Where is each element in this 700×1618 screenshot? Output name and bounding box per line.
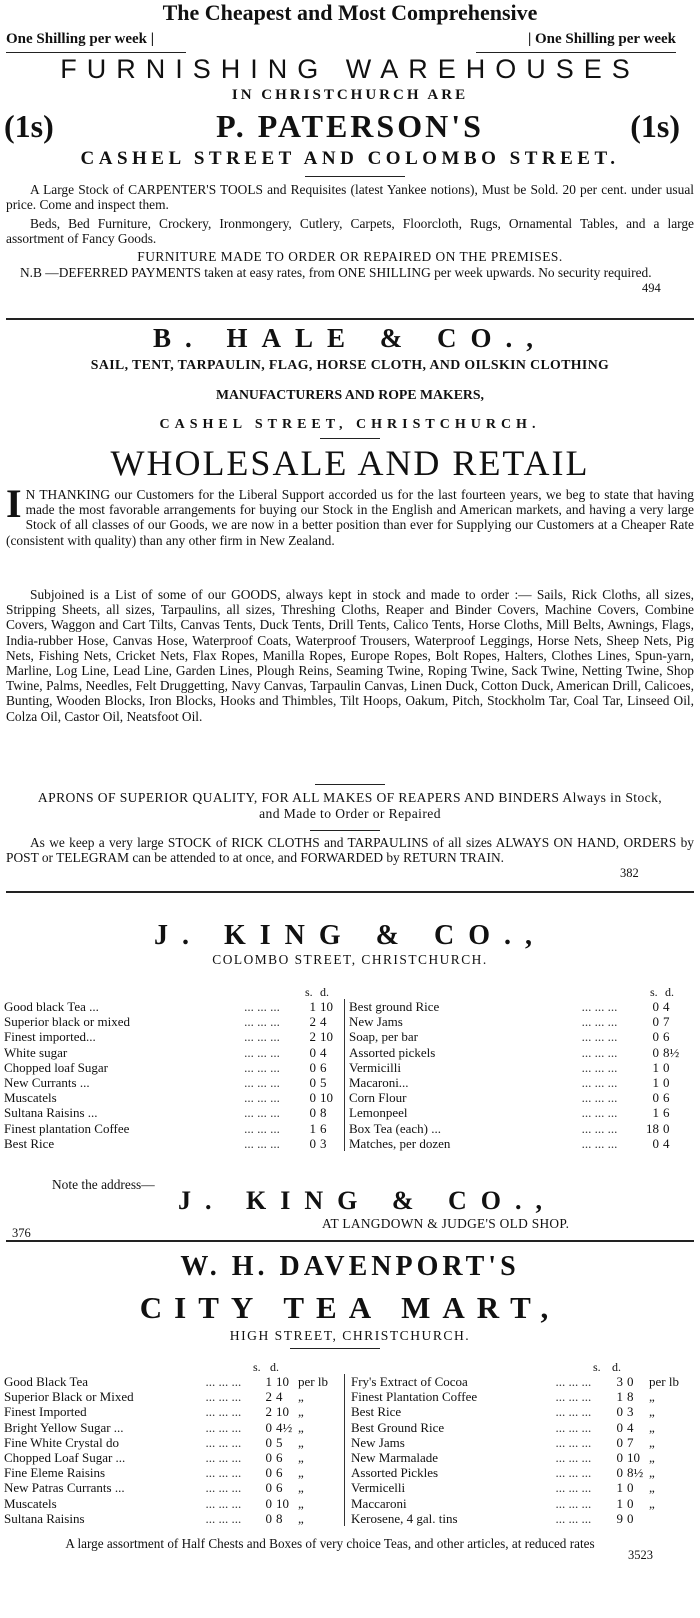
price-s: 0	[616, 1404, 623, 1420]
price-d: 6	[663, 1090, 670, 1106]
price-item: Good black Tea ...	[4, 999, 99, 1014]
price-row	[349, 1045, 685, 1060]
price-d: 6	[663, 1105, 670, 1121]
price-d: 8	[627, 1389, 634, 1405]
price-d: 7	[663, 1014, 670, 1030]
price-s: 0	[652, 1029, 659, 1045]
price-row	[4, 1435, 342, 1450]
leader-dots: ... ... ...	[581, 1090, 618, 1106]
paterson-headline: The Cheapest and Most Comprehensive	[162, 0, 538, 25]
price-row	[351, 1496, 693, 1511]
price-item: Assorted pickels	[349, 1044, 436, 1060]
price-d: 0	[627, 1495, 634, 1511]
leader-dots: ... ... ...	[555, 1434, 592, 1450]
price-s: 1	[309, 1120, 316, 1136]
price-item: White sugar	[4, 1044, 68, 1060]
price-item: Finest imported...	[4, 1029, 96, 1045]
price-s: 0	[265, 1450, 272, 1466]
king-hdr-d2: d.	[665, 985, 674, 999]
hale-para1-block	[0, 481, 700, 548]
leader-dots: ... ... ...	[244, 999, 280, 1014]
leader-dots: ... ... ...	[244, 1075, 280, 1091]
price-row	[351, 1435, 693, 1450]
price-row	[4, 1014, 342, 1029]
leader-dots: ... ... ...	[244, 1029, 280, 1045]
king-address: COLOMBO STREET, CHRISTCHURCH.	[212, 952, 488, 967]
price-d: 4	[663, 999, 670, 1014]
davenport-name: W. H. DAVENPORT'S	[180, 1251, 520, 1282]
price-d: 6	[276, 1450, 283, 1466]
leader-dots: ... ... ...	[555, 1404, 592, 1420]
paterson-deferred: N.B —DEFERRED PAYMENTS taken at easy rates, from ONE SHILLING per week upwards. No security required.	[20, 265, 652, 280]
price-s: 18	[646, 1120, 659, 1136]
price-d: 0	[663, 1075, 670, 1091]
hale-name: B. HALE & CO.,	[152, 323, 548, 353]
price-u: „	[649, 1465, 655, 1481]
price-s: 0	[652, 1090, 659, 1106]
price-row	[349, 1105, 685, 1120]
price-d: 6	[663, 1029, 670, 1045]
leader-dots: ... ... ...	[581, 1029, 618, 1045]
hale-line1: SAIL, TENT, TARPAULIN, FLAG, HORSE CLOTH, AND OILSKIN CLOTHING	[90, 357, 610, 372]
price-item: Superior Black or Mixed	[4, 1389, 134, 1405]
price-s: 2	[309, 1029, 316, 1045]
price-item: Sultana Raisins	[4, 1510, 85, 1526]
price-d: 0	[663, 1059, 670, 1075]
price-row	[349, 1075, 685, 1090]
price-u: „	[298, 1389, 304, 1405]
price-u: „	[298, 1510, 304, 1526]
leader-dots: ... ... ...	[205, 1465, 242, 1481]
price-d: 5	[320, 1075, 327, 1091]
leader-dots: ... ... ...	[581, 1075, 618, 1091]
price-row	[349, 1090, 685, 1105]
price-row	[349, 1029, 685, 1044]
price-u: „	[298, 1495, 304, 1511]
price-s: 0	[309, 1135, 316, 1151]
price-s: 0	[652, 1044, 659, 1060]
price-row	[349, 1014, 685, 1029]
price-row	[4, 1389, 342, 1404]
leader-dots: ... ... ...	[555, 1450, 592, 1466]
hale-address: CASHEL STREET, CHRISTCHURCH.	[159, 417, 541, 432]
price-s: 1	[616, 1495, 623, 1511]
price-s: 0	[652, 1014, 659, 1030]
price-item: Best Rice	[351, 1404, 402, 1420]
leader-dots: ... ... ...	[205, 1450, 242, 1466]
price-d: 10	[276, 1404, 289, 1420]
leader-dots: ... ... ...	[205, 1404, 242, 1420]
price-u: „	[298, 1465, 304, 1481]
price-item: Superior black or mixed	[4, 1014, 130, 1030]
price-u: „	[298, 1434, 304, 1450]
price-d: 8½	[627, 1465, 644, 1481]
price-item: Best Ground Rice	[351, 1419, 445, 1435]
price-u: „	[649, 1419, 655, 1435]
leader-dots: ... ... ...	[555, 1419, 592, 1435]
price-d: 3	[320, 1135, 327, 1151]
leader-dots: ... ... ...	[581, 1120, 618, 1136]
price-row	[4, 1511, 342, 1526]
king-shop: AT LANGDOWN & JUDGE'S OLD SHOP.	[322, 1216, 570, 1231]
king-name2: J. KING & CO.,	[178, 1186, 556, 1215]
leader-dots: ... ... ...	[244, 1044, 280, 1060]
davenport-title: CITY TEA MART,	[139, 1290, 561, 1325]
paterson-number: 494	[642, 281, 661, 295]
price-s: 2	[309, 1014, 316, 1030]
price-item: Corn Flour	[349, 1090, 407, 1106]
leader-dots: ... ... ...	[581, 999, 618, 1014]
davenport-address: HIGH STREET, CHRISTCHURCH.	[229, 1328, 471, 1343]
price-row	[351, 1389, 693, 1404]
price-row	[4, 1450, 342, 1465]
leader-dots: ... ... ...	[244, 1120, 280, 1136]
price-s: 1	[652, 1105, 659, 1121]
leader-dots: ... ... ...	[555, 1465, 592, 1481]
leader-dots: ... ... ...	[205, 1419, 242, 1435]
price-item: Good Black Tea	[4, 1374, 89, 1389]
king-number: 376	[12, 1226, 31, 1240]
leader-dots: ... ... ...	[581, 1059, 618, 1075]
price-item: Kerosene, 4 gal. tins	[351, 1510, 458, 1526]
price-s: 0	[616, 1419, 623, 1435]
price-u: per lb	[298, 1374, 328, 1389]
price-item: Muscatels	[4, 1090, 57, 1106]
leader-dots: ... ... ...	[555, 1510, 592, 1526]
dav-hdr-s: s.	[253, 1360, 261, 1374]
price-s: 0	[309, 1044, 316, 1060]
price-row	[349, 1060, 685, 1075]
price-item: Sultana Raisins ...	[4, 1105, 98, 1121]
price-row	[4, 1029, 342, 1044]
price-item: New Marmalade	[351, 1450, 438, 1466]
price-d: 3	[627, 1404, 634, 1420]
price-d: 0	[627, 1374, 634, 1389]
davenport-header	[0, 1360, 700, 1374]
price-u: per lb	[649, 1374, 679, 1389]
price-s: 0	[265, 1495, 272, 1511]
king-right-list	[344, 999, 686, 1151]
price-d: 4½	[276, 1419, 293, 1435]
leader-dots: ... ... ...	[205, 1389, 242, 1405]
price-item: Fry's Extract of Cocoa	[351, 1374, 468, 1389]
price-row	[351, 1511, 693, 1526]
price-s: 1	[309, 999, 316, 1014]
price-u: „	[649, 1389, 655, 1405]
king-hdr-s2: s.	[650, 985, 658, 999]
hale-aprons: APRONS OF SUPERIOR QUALITY, FOR ALL MAKES OF REAPERS AND BINDERS Always in Stock, and Made to Order or Repaired	[37, 790, 663, 821]
leader-dots: ... ... ...	[555, 1389, 592, 1405]
price-row	[349, 999, 685, 1014]
price-s: 1	[265, 1374, 272, 1389]
paterson-side-left: (1s)	[4, 108, 54, 144]
price-d: 4	[663, 1135, 670, 1151]
leader-dots: ... ... ...	[205, 1374, 242, 1389]
price-s: 0	[309, 1075, 316, 1091]
hale-dropcap: I	[6, 481, 22, 526]
leader-dots: ... ... ...	[205, 1480, 242, 1496]
hale-banner: WHOLESALE AND RETAIL	[110, 443, 590, 483]
paterson-side-right: (1s)	[630, 108, 680, 144]
price-d: 4	[276, 1389, 283, 1405]
paterson-made-to-order: FURNITURE MADE TO ORDER OR REPAIRED ON THE PREMISES.	[137, 249, 563, 264]
paterson-shilling-row	[0, 30, 700, 48]
price-s: 0	[309, 1105, 316, 1121]
leader-dots: ... ... ...	[244, 1014, 280, 1030]
price-row	[4, 1374, 342, 1389]
price-s: 0	[265, 1465, 272, 1481]
price-d: 6	[276, 1480, 283, 1496]
price-d: 0	[627, 1510, 634, 1526]
price-s: 0	[652, 999, 659, 1014]
price-row	[4, 1136, 342, 1151]
price-d: 4	[627, 1419, 634, 1435]
price-row	[351, 1420, 693, 1435]
price-item: Fine White Crystal do	[4, 1434, 119, 1450]
leader-dots: ... ... ...	[581, 1135, 618, 1151]
price-item: Lemonpeel	[349, 1105, 408, 1121]
price-u: „	[649, 1480, 655, 1496]
price-d: 4	[320, 1044, 327, 1060]
price-d: 10	[627, 1450, 640, 1466]
price-s: 9	[616, 1510, 623, 1526]
price-row	[4, 1121, 342, 1136]
price-item: Vermicilli	[349, 1059, 401, 1075]
price-row	[4, 1060, 342, 1075]
leader-dots: ... ... ...	[581, 1105, 618, 1121]
leader-dots: ... ... ...	[244, 1135, 280, 1151]
leader-dots: ... ... ...	[205, 1495, 242, 1511]
davenport-left-list	[4, 1374, 346, 1526]
king-name: J. KING & CO.,	[154, 920, 546, 951]
king-note: Note the address—	[52, 1177, 155, 1192]
price-item: Chopped loaf Sugar	[4, 1059, 108, 1075]
leader-dots: ... ... ...	[581, 1044, 618, 1060]
price-s: 0	[616, 1434, 623, 1450]
leader-dots: ... ... ...	[244, 1090, 280, 1106]
paterson-title: FURNISHING WAREHOUSES	[60, 54, 640, 84]
davenport-number: 3523	[628, 1548, 653, 1562]
hale-line2: MANUFACTURERS AND ROPE MAKERS,	[215, 387, 485, 402]
hale-para1: N THANKING our Customers for the Liberal Support accorded us for the last fourteen years, we beg to state that having made the most favorable arrangements for buying our Stock in the English and American markets, and having a very large Stock of all classes of our Goods, we are now in a better position than ever for Supplying our Customers at a Cheaper Rate (consistent with quality) than any other firm in New Zealand.	[6, 487, 694, 548]
king-hdr-d: d.	[320, 985, 329, 999]
paterson-para1: A Large Stock of CARPENTER'S TOOLS and Requisites (latest Yankee notions), Must be Sold. 20 per cent. under usual price. Come and inspect them.	[6, 182, 694, 213]
price-item: Soap, per bar	[349, 1029, 418, 1045]
price-item: Fine Eleme Raisins	[4, 1465, 106, 1481]
paterson-name-row	[0, 106, 700, 148]
dav-hdr-s2: s.	[593, 1360, 601, 1374]
price-item: Assorted Pickles	[351, 1465, 439, 1481]
price-row	[351, 1374, 693, 1389]
price-row	[351, 1450, 693, 1465]
price-item: Vermicelli	[351, 1480, 406, 1496]
paterson-address: CASHEL STREET AND COLOMBO STREET.	[80, 148, 620, 169]
hale-para2: Subjoined is a List of some of our GOODS, always kept in stock and made to order :— Sails, Rick Cloths, all sizes, Stripping Sheets, all sizes, Tarpaulins, all sizes, Threshing Cloths, Reaper and Binder Covers, Machine Covers, Combine Covers, Waggon and Cart Tilts, Canvas Tents, Duck Tents, Drill Tents, Calico Tents, Horse Cloths, Mill Belts, Awnings, Flags, India-rubber Hose, Canvas Hose, Waterproof Coats, Waterproof Trousers, Waterproof Leggings, Horse Nets, Sheep Nets, Pig Nets, Fishing Nets, Cricket Nets, Flax Ropes, Manilla Ropes, Europe Ropes, Bolt Ropes, Halters, Clothes Lines, Spun-yarn, Marline, Log Line, Lead Line, Garden Lines, Plough Reins, Seaming Twine, Roping Twine, Sack Twine, Netting Twine, Shop Twine, Palms, Needles, Felt Druggetting, Navy Canvas, Tarpaulin Canvas, Linen Duck, Cotton Duck, American Drill, Calicoes, Bunting, Wooden Blocks, Iron Blocks, Hooks and Thimbles, Tilt Hoops, Oakum, Pitch, Stockholm Tar, Coal Tar, Linseed Oil, Colza Oil, Castor Oil, Neatsfoot Oil.	[6, 587, 694, 724]
king-left-list	[4, 999, 346, 1151]
price-s: 0	[265, 1419, 272, 1435]
hale-number: 382	[620, 866, 639, 880]
price-d: 10	[276, 1374, 289, 1389]
price-s: 0	[309, 1090, 316, 1106]
leader-dots: ... ... ...	[205, 1510, 242, 1526]
price-d: 4	[320, 1014, 327, 1030]
price-row	[351, 1480, 693, 1495]
price-item: New Jams	[349, 1014, 403, 1030]
price-item: Matches, per dozen	[349, 1135, 451, 1151]
price-d: 7	[627, 1434, 634, 1450]
price-row	[349, 1136, 685, 1151]
price-s: 0	[652, 1135, 659, 1151]
hale-para3: As we keep a very large STOCK of RICK CLOTHS and TARPAULINS of all sizes ALWAYS ON HAND, ORDERS by POST or TELEGRAM can be attended to at once, and FORWARDED by RETURN TRAIN.	[6, 835, 694, 866]
price-item: New Patras Currants ...	[4, 1480, 125, 1496]
price-row	[4, 1465, 342, 1480]
price-row	[4, 1420, 342, 1435]
paterson-subtitle: IN CHRISTCHURCH ARE	[231, 87, 469, 103]
leader-dots: ... ... ...	[555, 1495, 592, 1511]
leader-dots: ... ... ...	[244, 1059, 280, 1075]
shilling-right: | One Shilling per week	[527, 31, 676, 47]
paterson-name: P. PATERSON'S	[216, 108, 484, 144]
price-item: Macaroni...	[349, 1075, 409, 1091]
price-row	[4, 1075, 342, 1090]
price-item: Bright Yellow Sugar ...	[4, 1419, 124, 1435]
dav-hdr-d2: d.	[612, 1360, 621, 1374]
price-d: 8½	[663, 1044, 680, 1060]
price-row	[4, 999, 342, 1014]
price-u: „	[298, 1419, 304, 1435]
price-d: 6	[320, 1120, 327, 1136]
price-s: 2	[265, 1404, 272, 1420]
leader-dots: ... ... ...	[555, 1480, 592, 1496]
price-s: 0	[309, 1059, 316, 1075]
price-item: New Jams	[351, 1434, 405, 1450]
price-d: 0	[663, 1120, 670, 1136]
price-item: Muscatels	[4, 1495, 57, 1511]
king-hdr-s: s.	[305, 985, 313, 999]
price-row	[4, 1045, 342, 1060]
price-item: Box Tea (each) ...	[349, 1120, 441, 1136]
davenport-right-list	[344, 1374, 694, 1526]
price-row	[4, 1090, 342, 1105]
paterson-para2: Beds, Bed Furniture, Crockery, Ironmongery, Cutlery, Carpets, Floorcloth, Rugs, Ornamental Tables, and a large assortment of Fancy Goods.	[6, 216, 694, 247]
price-d: 10	[320, 1029, 333, 1045]
davenport-footer: A large assortment of Half Chests and Boxes of very choice Teas, and other articles, at reduced rates	[65, 1536, 595, 1551]
price-d: 0	[627, 1480, 634, 1496]
price-s: 0	[265, 1510, 272, 1526]
leader-dots: ... ... ...	[205, 1434, 242, 1450]
dav-hdr-d: d.	[270, 1360, 279, 1374]
price-u: „	[649, 1434, 655, 1450]
price-s: 1	[652, 1075, 659, 1091]
price-item: Finest Plantation Coffee	[351, 1389, 478, 1405]
price-s: 3	[616, 1374, 623, 1389]
price-d: 10	[320, 1090, 333, 1106]
price-s: 1	[652, 1059, 659, 1075]
price-row	[351, 1404, 693, 1419]
price-s: 0	[616, 1465, 623, 1481]
price-row	[349, 1121, 685, 1136]
price-s: 1	[616, 1480, 623, 1496]
price-item: Maccaroni	[351, 1495, 407, 1511]
price-row	[351, 1465, 693, 1480]
price-d: 5	[276, 1434, 283, 1450]
price-s: 0	[265, 1434, 272, 1450]
leader-dots: ... ... ...	[581, 1014, 618, 1030]
leader-dots: ... ... ...	[555, 1374, 592, 1389]
price-s: 1	[616, 1389, 623, 1405]
leader-dots: ... ... ...	[244, 1105, 280, 1121]
price-d: 10	[320, 999, 333, 1014]
price-u: „	[298, 1480, 304, 1496]
price-item: Best Rice	[4, 1135, 55, 1151]
price-d: 10	[276, 1495, 289, 1511]
price-d: 6	[276, 1465, 283, 1481]
king-header	[0, 985, 700, 1000]
price-d: 6	[320, 1059, 327, 1075]
price-u: „	[298, 1404, 304, 1420]
price-u	[649, 1511, 693, 1526]
shilling-left: One Shilling per week |	[6, 31, 155, 47]
price-s: 0	[265, 1480, 272, 1496]
price-u: „	[649, 1404, 655, 1420]
price-item: Finest Imported	[4, 1404, 87, 1420]
price-s: 0	[616, 1450, 623, 1466]
price-item: Best ground Rice	[349, 999, 440, 1014]
price-row	[4, 1105, 342, 1120]
price-row	[4, 1480, 342, 1495]
price-item: Finest plantation Coffee	[4, 1120, 130, 1136]
price-u: „	[649, 1450, 655, 1466]
price-item: New Currants ...	[4, 1075, 90, 1091]
price-d: 8	[320, 1105, 327, 1121]
price-row	[4, 1404, 342, 1419]
price-row	[4, 1496, 342, 1511]
price-u: „	[649, 1495, 655, 1511]
price-s: 2	[265, 1389, 272, 1405]
price-item: Chopped Loaf Sugar ...	[4, 1450, 126, 1466]
price-u: „	[298, 1450, 304, 1466]
price-d: 8	[276, 1510, 283, 1526]
